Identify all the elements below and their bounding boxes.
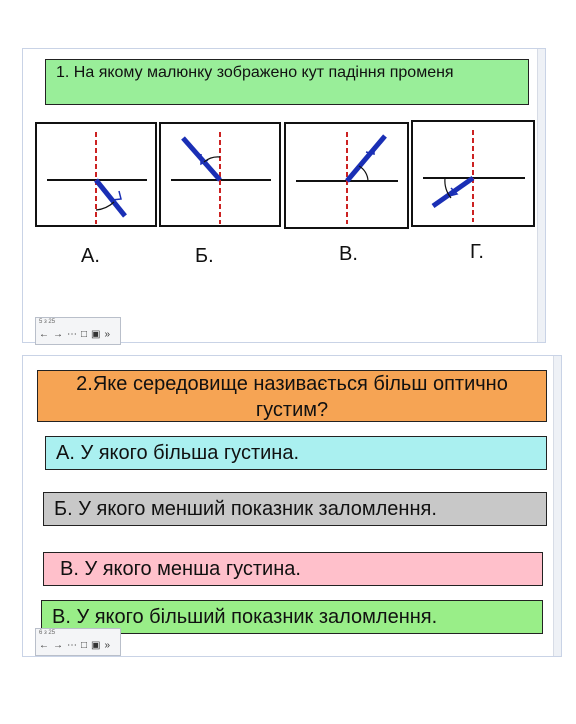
more-icon[interactable]: » — [104, 640, 111, 651]
arrow-right-icon[interactable]: → — [53, 329, 63, 340]
question-2-title: 2.Яке середовище називається більш оптично густим? — [37, 370, 547, 422]
slide-1 — [22, 48, 546, 343]
window-icon[interactable]: ▣ — [91, 329, 101, 340]
slide-1-scrollbar[interactable] — [537, 49, 545, 342]
option-c[interactable]: В. У якого менша густина. — [43, 552, 543, 586]
arrow-left-icon[interactable]: ← — [39, 329, 49, 340]
label-a: А. — [81, 245, 100, 267]
label-b: Б. — [195, 245, 214, 267]
diagram-c — [284, 122, 409, 229]
slide-2-scrollbar[interactable] — [553, 356, 561, 656]
page-icon[interactable]: □ — [81, 640, 88, 651]
toolbar-caption: 6 з 25 — [39, 630, 56, 636]
slide-2 — [22, 355, 562, 657]
more-icon[interactable]: » — [104, 329, 111, 340]
arrow-right-icon[interactable]: → — [53, 640, 63, 651]
diagram-d — [411, 120, 535, 227]
option-d[interactable]: В. У якого більший показник заломлення. — [41, 600, 543, 634]
slide-2-nav-toolbar — [35, 628, 121, 656]
arrow-left-icon[interactable]: ← — [39, 640, 49, 651]
option-a[interactable]: А. У якого більша густина. — [45, 436, 547, 470]
dots-icon[interactable]: ⋯ — [67, 640, 77, 651]
dots-icon[interactable]: ⋯ — [67, 329, 77, 340]
option-b[interactable]: Б. У якого менший показник заломлення. — [43, 492, 547, 526]
label-c: В. — [339, 243, 358, 265]
diagram-a — [35, 122, 157, 227]
slide-1-nav-toolbar — [35, 317, 121, 345]
window-icon[interactable]: ▣ — [91, 640, 101, 651]
page-icon[interactable]: □ — [81, 329, 88, 340]
diagram-b — [159, 122, 281, 227]
toolbar-caption: 5 з 25 — [39, 319, 56, 325]
label-d: Г. — [470, 241, 484, 263]
question-1-title: 1. На якому малюнку зображено кут падіння променя — [45, 59, 529, 105]
